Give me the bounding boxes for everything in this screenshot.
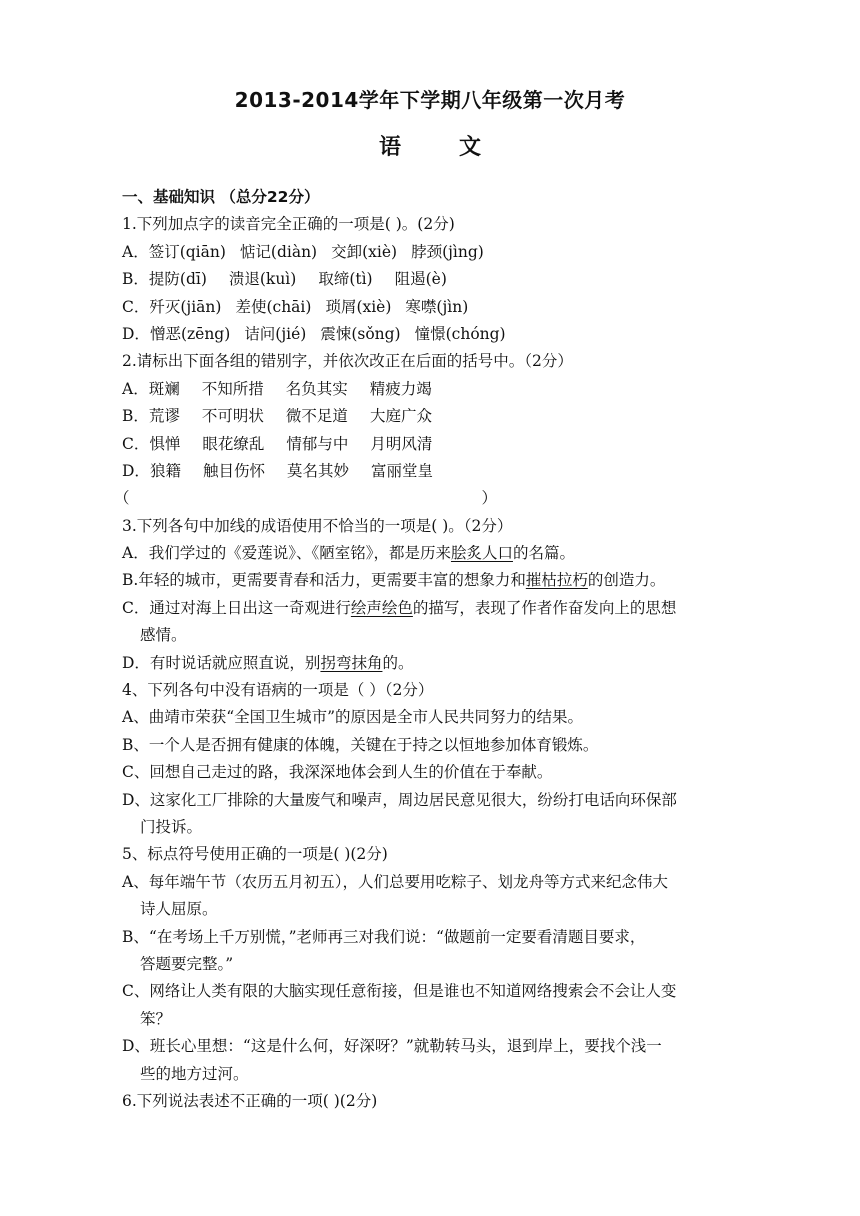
answer-paren-close: ） xyxy=(481,489,498,508)
q5-option-b: B、“在考场上千万别慌，”老师再三对我们说：“做题前一定要看清题目要求， xyxy=(122,927,646,946)
q5-option-a: A、每年端午节（农历五月初五），人们总要用吃粽子、划龙舟等方式来纪念伟大 xyxy=(122,872,668,891)
q5-option-c: C、网络让人类有限的大脑实现任意衔接，但是谁也不知道网络搜索会不会让人变 xyxy=(122,982,677,1001)
q5-option-a-cont: 诗人屈原。 xyxy=(140,900,218,919)
underlined-idiom: 拐弯抹角 xyxy=(320,653,383,672)
q1-option-d: D．憎恶(zēng) 诘问(jié) 震悚(sǒng) 憧憬(chóng) xyxy=(122,324,506,343)
subject-title: 语文 xyxy=(378,135,539,160)
exam-content xyxy=(114,184,752,1115)
q2-stem: 2.请标出下面各组的错别字，并依次改正在后面的括号中。（2分） xyxy=(122,352,573,371)
q3-option-b: B.年轻的城市，更需要青春和活力，更需要丰富的想象力和摧枯拉朽的创造力。 xyxy=(122,571,666,590)
answer-paren-open: （ xyxy=(114,489,130,508)
underlined-idiom: 脍炙人口 xyxy=(450,544,513,563)
q3-option-a: A．我们学过的《爱莲说》、《陋室铭》，都是历来脍炙人口的名篇。 xyxy=(122,544,575,563)
q3-option-c: C．通过对海上日出这一奇观进行绘声绘色的描写，表现了作者作奋发向上的思想 xyxy=(122,598,677,617)
q1-stem: 1.下列加点字的读音完全正确的一项是( )。(2分) xyxy=(122,215,455,234)
q4-option-d-cont: 门投诉。 xyxy=(140,817,203,836)
q5-option-c-cont: 笨？ xyxy=(140,1009,172,1028)
q1-option-c: C．歼灭(jiān) 差使(chāi) 琐屑(xiè) 寒噤(jìn) xyxy=(122,297,469,316)
q1-option-b: B．提防(dī) 溃退(kuì) 取缔(tì) 阻遏(è) xyxy=(122,270,447,289)
q2-option-b: B．荒谬 不可明状 微不足道 大庭广众 xyxy=(122,407,432,426)
q2-option-a: A．斑斓 不知所措 名负其实 精疲力竭 xyxy=(122,379,432,398)
q4-stem: 4、下列各句中没有语病的一项是（ ）（2分） xyxy=(122,681,434,700)
q4-option-c: C、回想自己走过的路，我深深地体会到人生的价值在于奉献。 xyxy=(122,763,553,782)
q1-option-a: A．签订(qiān) 惦记(diàn) 交卸(xiè) 脖颈(jìng) xyxy=(122,242,484,261)
q5-option-b-cont: 答题要完整。” xyxy=(140,954,234,973)
q2-option-d: D．狼籍 触目伤怀 莫名其妙 富丽堂皇 xyxy=(122,461,433,480)
q5-option-d: D、班长心里想：“这是什么何，好深呀？”就勒转马头，退到岸上，要找个浅一 xyxy=(122,1037,662,1056)
exam-title: 2013-2014学年下学期八年级第一次月考 xyxy=(234,88,626,112)
section-heading: 一、基础知识 （总分22分） xyxy=(122,188,320,206)
q4-option-b: B、一个人是否拥有健康的体魄，关键在于持之以恒地参加体育锻炼。 xyxy=(122,735,599,754)
q3-stem: 3.下列各句中加线的成语使用不恰当的一项是( )。（2分） xyxy=(122,516,513,535)
q5-option-d-cont: 些的地方过河。 xyxy=(140,1064,249,1083)
q3-option-d: D．有时说话就应照直说，别拐弯抹角的。 xyxy=(122,653,414,672)
q4-option-d: D、这家化工厂排除的大量废气和噪声，周边居民意见很大，纷纷打电话向环保部 xyxy=(122,790,677,809)
q2-answer-parentheses xyxy=(114,485,752,512)
q4-option-a: A、曲靖市荣获“全国卫生城市”的原因是全市人民共同努力的结果。 xyxy=(122,708,584,727)
q3-option-c-cont: 感情。 xyxy=(140,626,187,645)
q6-stem: 6.下列说法表述不正确的一项( )(2分) xyxy=(122,1091,378,1110)
underlined-idiom: 摧枯拉朽 xyxy=(525,571,588,590)
q2-option-c: C．惧惮 眼花缭乱 情郁与中 月明风清 xyxy=(122,434,433,453)
underlined-idiom: 绘声绘色 xyxy=(350,598,413,617)
q5-stem: 5、标点符号使用正确的一项是( )(2分) xyxy=(122,845,388,864)
